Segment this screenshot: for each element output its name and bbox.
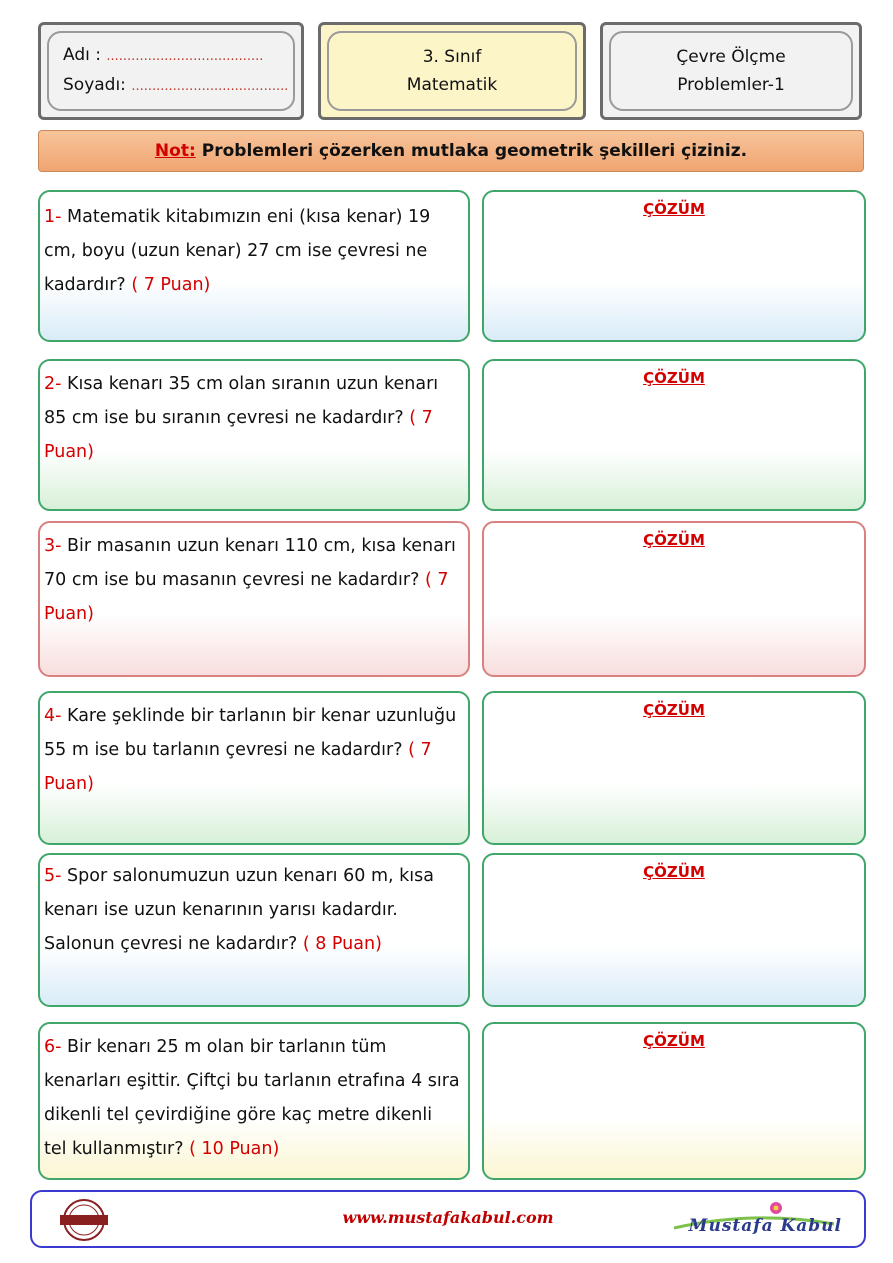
question-number: 5-: [44, 866, 62, 886]
solution-label: ÇÖZÜM: [643, 531, 705, 549]
solution-box-2[interactable]: [482, 359, 866, 511]
note-text: Problemleri çözerken mutlaka geometrik şekilleri çiziniz.: [201, 141, 748, 161]
question-number: 3-: [44, 536, 62, 556]
solution-label: ÇÖZÜM: [643, 200, 705, 218]
question-points: ( 10 Puan): [189, 1139, 280, 1159]
solution-label: ÇÖZÜM: [643, 369, 705, 387]
name-blank[interactable]: ......................................: [106, 49, 264, 64]
question-number: 6-: [44, 1037, 62, 1057]
note-banner: [38, 130, 864, 172]
name-label: Adı :: [63, 45, 101, 65]
topic-title: Çevre Ölçme: [676, 47, 786, 67]
class-box: [318, 22, 586, 120]
topic-box: [600, 22, 862, 120]
question-text: Kare şeklinde bir tarlanın bir kenar uzunluğu 55 m ise bu tarlanın çevresi ne kadardır?: [44, 706, 457, 760]
question-text: Bir kenarı 25 m olan bir tarlanın tüm kenarları eşittir. Çiftçi bu tarlanın etrafına 4 sıra dikenli tel çevirdiğine göre kaç metre dikenli tel kullanmıştır?: [44, 1037, 460, 1159]
topic-subtitle: Problemler-1: [677, 75, 785, 95]
question-box-3: [38, 521, 470, 677]
question-text: Spor salonumuzun uzun kenarı 60 m, kısa kenarı ise uzun kenarının yarısı kadardır. Salonun çevresi ne kadardır?: [44, 866, 434, 954]
website-url[interactable]: www.mustafakabul.com: [342, 1208, 554, 1227]
question-number: 4-: [44, 706, 62, 726]
solution-box-6[interactable]: [482, 1022, 866, 1180]
student-info-box: [38, 22, 304, 120]
solution-box-1[interactable]: [482, 190, 866, 342]
class-grade: 3. Sınıf: [422, 47, 482, 67]
question-number: 2-: [44, 374, 62, 394]
question-points: ( 7 Puan): [44, 740, 432, 794]
solution-label: ÇÖZÜM: [643, 1032, 705, 1050]
question-points: ( 7 Puan): [44, 408, 433, 462]
question-points: ( 7 Puan): [44, 570, 449, 624]
surname-label: Soyadı:: [63, 75, 126, 95]
author-logo-text: Mustafa Kabul: [688, 1216, 842, 1236]
question-box-4: [38, 691, 470, 845]
solution-box-3[interactable]: [482, 521, 866, 677]
solution-box-4[interactable]: [482, 691, 866, 845]
solution-label: ÇÖZÜM: [643, 701, 705, 719]
surname-blank[interactable]: ......................................: [131, 79, 289, 94]
question-text: Bir masanın uzun kenarı 110 cm, kısa kenarı 70 cm ise bu masanın çevresi ne kadardır?: [44, 536, 456, 590]
note-label: Not:: [154, 141, 196, 161]
question-box-5: [38, 853, 470, 1007]
question-points: ( 8 Puan): [302, 934, 382, 954]
solution-label: ÇÖZÜM: [643, 863, 705, 881]
question-box-2: [38, 359, 470, 511]
question-box-6: [38, 1022, 470, 1180]
footer: [30, 1190, 866, 1248]
question-text: Kısa kenarı 35 cm olan sıranın uzun kenarı 85 cm ise bu sıranın çevresi ne kadardır?: [44, 374, 439, 428]
solution-box-5[interactable]: [482, 853, 866, 1007]
question-number: 1-: [44, 207, 62, 227]
question-points: ( 7 Puan): [131, 275, 211, 295]
question-text: Matematik kitabımızın eni (kısa kenar) 19 cm, boyu (uzun kenar) 27 cm ise çevresi ne kadardır?: [44, 207, 431, 295]
question-box-1: [38, 190, 470, 342]
class-subject: Matematik: [406, 75, 498, 95]
